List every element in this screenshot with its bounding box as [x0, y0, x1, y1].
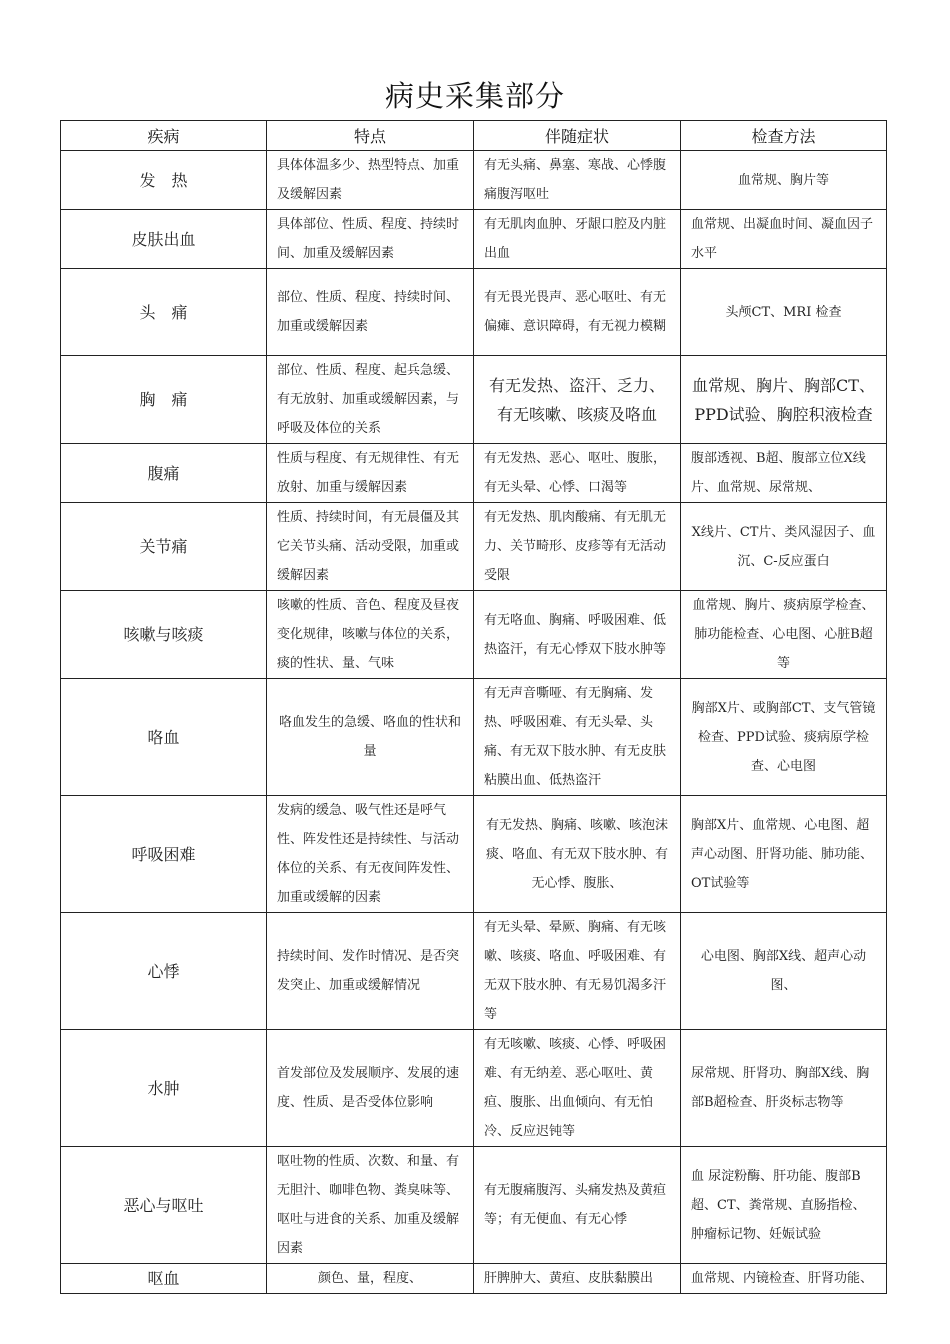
features-cell: 咳嗽的性质、音色、程度及昼夜变化规律，咳嗽与体位的关系，痰的性状、量、气味	[267, 591, 474, 679]
features-cell: 呕吐物的性质、次数、和量、有无胆汁、咖啡色物、粪臭味等、呕吐与进食的关系、加重及缓解因素	[267, 1147, 474, 1264]
table-row	[61, 356, 887, 444]
features-cell: 性质与程度、有无规律性、有无放射、加重与缓解因素	[267, 444, 474, 503]
table-header-row	[61, 121, 887, 151]
symptoms-cell: 有无肌肉血肿、牙龈口腔及内脏出血	[474, 210, 681, 269]
header-features: 特点	[267, 121, 474, 151]
symptoms-cell: 有无声音嘶哑、有无胸痛、发热、呼吸困难、有无头晕、头痛、有无双下肢水肿、有无皮肤粘膜出血、低热盗汗	[474, 679, 681, 796]
table-row	[61, 1030, 887, 1147]
disease-cell: 水肿	[61, 1030, 267, 1147]
features-cell: 部位、性质、程度、持续时间、加重或缓解因素	[267, 269, 474, 356]
features-cell: 部位、性质、程度、起兵急缓、有无放射、加重或缓解因素，与呼吸及体位的关系	[267, 356, 474, 444]
exams-cell: 胸部X片、或胸部CT、支气管镜检查、PPD试验、痰病原学检查、心电图	[681, 679, 887, 796]
exams-cell: 腹部透视、B超、腹部立位X线片、血常规、尿常规、	[681, 444, 887, 503]
symptoms-cell: 有无发热、恶心、呕吐、腹胀，有无头晕、心悸、口渴等	[474, 444, 681, 503]
disease-cell: 呼吸困难	[61, 796, 267, 913]
disease-cell: 腹痛	[61, 444, 267, 503]
exams-cell: 胸部X片、血常规、心电图、超声心动图、肝肾功能、肺功能、OT试验等	[681, 796, 887, 913]
table-row	[61, 444, 887, 503]
table-row	[61, 1147, 887, 1264]
table-row	[61, 503, 887, 591]
symptoms-cell: 肝脾肿大、黄疸、皮肤黏膜出	[474, 1264, 681, 1294]
disease-cell: 皮肤出血	[61, 210, 267, 269]
exams-cell: 血常规、内镜检查、肝肾功能、	[681, 1264, 887, 1294]
exams-cell: 血常规、胸片、胸部CT、PPD试验、胸腔积液检查	[681, 356, 887, 444]
exams-cell: 血常规、出凝血时间、凝血因子水平	[681, 210, 887, 269]
table-row	[61, 796, 887, 913]
table-row	[61, 913, 887, 1030]
features-cell: 具体部位、性质、程度、持续时间、加重及缓解因素	[267, 210, 474, 269]
exams-cell: X线片、CT片、类风湿因子、血沉、C-反应蛋白	[681, 503, 887, 591]
symptoms-cell: 有无头痛、鼻塞、寒战、心悸腹痛腹泻呕吐	[474, 151, 681, 210]
exams-cell: 心电图、胸部X线、超声心动图、	[681, 913, 887, 1030]
symptoms-cell: 有无发热、胸痛、咳嗽、咳泡沫痰、咯血、有无双下肢水肿、有无心悸、腹胀、	[474, 796, 681, 913]
header-disease: 疾病	[61, 121, 267, 151]
table-row	[61, 679, 887, 796]
disease-cell: 胸 痛	[61, 356, 267, 444]
table-row	[61, 591, 887, 679]
disease-cell: 咳嗽与咳痰	[61, 591, 267, 679]
symptoms-cell: 有无咳嗽、咳痰、心悸、呼吸困难、有无纳差、恶心呕吐、黄疸、腹胀、出血倾向、有无怕冷、反应迟钝等	[474, 1030, 681, 1147]
symptoms-cell: 有无畏光畏声、恶心呕吐、有无偏瘫、意识障碍，有无视力模糊	[474, 269, 681, 356]
header-symptoms: 伴随症状	[474, 121, 681, 151]
exams-cell: 血常规、胸片、痰病原学检查、肺功能检查、心电图、心脏B超等	[681, 591, 887, 679]
features-cell: 颜色、量，程度、	[267, 1264, 474, 1294]
features-cell: 具体体温多少、热型特点、加重及缓解因素	[267, 151, 474, 210]
exams-cell: 血常规、胸片等	[681, 151, 887, 210]
disease-cell: 呕血	[61, 1264, 267, 1294]
table-row	[61, 210, 887, 269]
disease-cell: 关节痛	[61, 503, 267, 591]
table-row	[61, 1264, 887, 1294]
exams-cell: 头颅CT、MRI 检查	[681, 269, 887, 356]
disease-cell: 头 痛	[61, 269, 267, 356]
features-cell: 首发部位及发展顺序、发展的速度、性质、是否受体位影响	[267, 1030, 474, 1147]
symptoms-cell: 有无发热、肌肉酸痛、有无肌无力、关节畸形、皮疹等有无活动受限	[474, 503, 681, 591]
features-cell: 性质、持续时间，有无晨僵及其它关节头痛、活动受限，加重或缓解因素	[267, 503, 474, 591]
history-table	[60, 120, 887, 1294]
page-title: 病史采集部分	[384, 79, 565, 113]
features-cell: 咯血发生的急缓、咯血的性状和量	[267, 679, 474, 796]
disease-cell: 恶心与呕吐	[61, 1147, 267, 1264]
disease-cell: 咯血	[61, 679, 267, 796]
header-exams: 检查方法	[681, 121, 887, 151]
exams-cell: 血 尿淀粉酶、肝功能、腹部B超、CT、粪常规、直肠指检、肿瘤标记物、妊娠试验	[681, 1147, 887, 1264]
symptoms-cell: 有无咯血、胸痛、呼吸困难、低热盗汗，有无心悸双下肢水肿等	[474, 591, 681, 679]
table-row	[61, 151, 887, 210]
symptoms-cell: 有无头晕、晕厥、胸痛、有无咳嗽、咳痰、咯血、呼吸困难、有无双下肢水肿、有无易饥渴多汗等	[474, 913, 681, 1030]
exams-cell: 尿常规、肝肾功、胸部X线、胸部B超检查、肝炎标志物等	[681, 1030, 887, 1147]
features-cell: 持续时间、发作时情况、是否突发突止、加重或缓解情况	[267, 913, 474, 1030]
symptoms-cell: 有无发热、盗汗、乏力、有无咳嗽、咳痰及咯血	[474, 356, 681, 444]
symptoms-cell: 有无腹痛腹泻、头痛发热及黄疸等；有无便血、有无心悸	[474, 1147, 681, 1264]
disease-cell: 发 热	[61, 151, 267, 210]
disease-cell: 心悸	[61, 913, 267, 1030]
features-cell: 发病的缓急、吸气性还是呼气性、阵发性还是持续性、与活动体位的关系、有无夜间阵发性、加重或缓解的因素	[267, 796, 474, 913]
table-row	[61, 269, 887, 356]
